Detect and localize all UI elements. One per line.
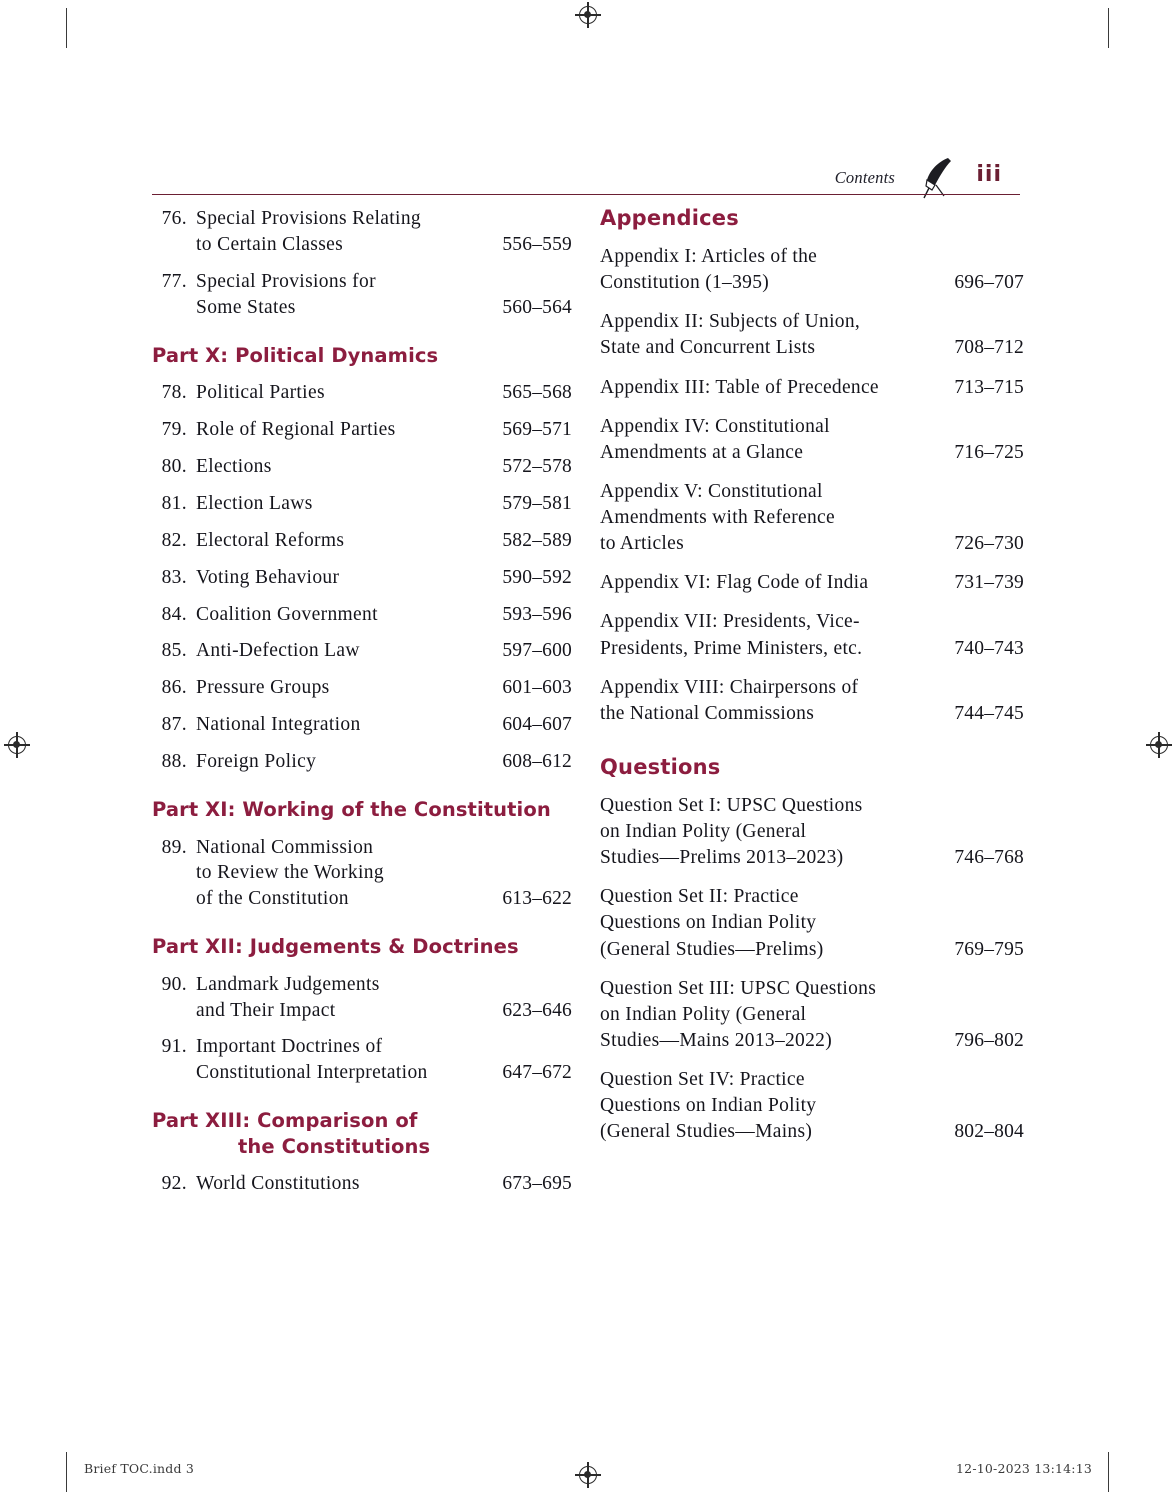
toc-entry[interactable] <box>152 835 572 913</box>
entry-pages: 590–592 <box>502 566 572 588</box>
entry-number: 91. <box>161 1036 187 1058</box>
part-heading-line: the Constitutions <box>238 1134 431 1158</box>
entry-title-line: Questions on Indian Polity <box>600 1095 817 1117</box>
page-number: iii <box>976 162 1002 187</box>
toc-right-column <box>600 206 1024 1158</box>
entry-title-line: Amendments with Reference <box>600 507 835 528</box>
toc-entry[interactable] <box>152 675 572 701</box>
entry-title-line: Question Set II: Practice <box>600 886 799 908</box>
entry-title-line: Appendix III: Table of Precedence <box>600 376 879 398</box>
entry-pages: 560–564 <box>502 296 572 318</box>
appendix-entry[interactable] <box>600 479 1024 557</box>
entry-number: 89. <box>161 836 187 858</box>
entry-title <box>600 479 954 557</box>
crop-mark-top-left <box>66 8 67 48</box>
entry-title-line: Appendix IV: Constitutional <box>600 415 830 437</box>
entry-pages: 796–802 <box>954 1029 1024 1051</box>
entry-title-line: Amendments at a Glance <box>600 441 804 463</box>
entry-pages: 716–725 <box>954 441 1024 463</box>
entry-title-line: Special Provisions Relating <box>196 208 422 229</box>
part-heading-xii: Part XII: Judgements & Doctrines <box>152 935 519 959</box>
toc-entry[interactable] <box>152 712 572 738</box>
footer-timestamp: 12-10-2023 13:14:13 <box>956 1461 1092 1476</box>
entry-title-line: Question Set I: UPSC Questions <box>600 794 863 816</box>
registration-mark-right <box>1146 732 1172 758</box>
entry-number: 83. <box>161 566 187 588</box>
entry-title-line: Presidents, Prime Ministers, etc. <box>600 637 863 659</box>
entry-title-line: Appendix I: Articles of the <box>600 246 818 267</box>
entry-number: 82. <box>161 529 187 551</box>
entry-number: 79. <box>161 418 187 440</box>
question-set-entry[interactable] <box>600 793 1024 871</box>
entry-pages: 593–596 <box>502 603 572 625</box>
entry-title <box>600 375 954 401</box>
entry-title <box>600 609 954 661</box>
entry-title-line: the National Commissions <box>600 702 815 724</box>
crop-mark-bottom-right <box>1108 1452 1109 1492</box>
entry-number: 86. <box>161 677 187 699</box>
registration-mark-top <box>575 2 601 28</box>
entry-title: Election Laws <box>196 492 313 514</box>
entry-title <box>600 244 954 296</box>
header-divider <box>152 194 1020 195</box>
entry-title <box>196 1034 502 1086</box>
toc-entry[interactable] <box>152 638 572 664</box>
entry-pages: 746–768 <box>954 847 1024 869</box>
appendix-entry[interactable] <box>600 570 1024 596</box>
toc-entry[interactable] <box>152 491 572 517</box>
toc-entry[interactable] <box>152 749 572 775</box>
page-header <box>152 160 1020 198</box>
entry-pages: 565–568 <box>502 382 572 404</box>
entry-pages: 744–745 <box>954 702 1024 724</box>
toc-entry[interactable] <box>152 602 572 628</box>
entry-title-line: National Commission <box>196 836 374 858</box>
entry-title-line: Appendix V: Constitutional <box>600 480 823 502</box>
appendix-entry[interactable] <box>600 609 1024 661</box>
entry-title: Elections <box>196 455 272 477</box>
entry-pages: 740–743 <box>954 637 1024 659</box>
entry-title-line: Appendix II: Subjects of Union, <box>600 311 861 333</box>
entry-title <box>600 414 954 466</box>
entry-title <box>600 309 954 361</box>
question-set-entry[interactable] <box>600 976 1024 1054</box>
entry-title-line: of the Constitution <box>196 888 349 910</box>
entry-number: 77. <box>161 270 187 292</box>
entry-number: 92. <box>161 1173 187 1194</box>
entry-title: Role of Regional Parties <box>196 418 396 440</box>
entry-title-line: to Certain Classes <box>196 233 344 255</box>
entry-title <box>600 1067 954 1145</box>
entry-title: World Constitutions <box>196 1173 360 1194</box>
entry-pages: 696–707 <box>954 272 1024 294</box>
entry-title-line: to Articles <box>600 533 684 555</box>
part-heading-line: Part XIII: Comparison of <box>152 1109 418 1133</box>
entry-pages: 597–600 <box>502 640 572 662</box>
entry-number: 87. <box>161 714 187 736</box>
entry-title <box>600 793 954 871</box>
question-set-entry[interactable] <box>600 1067 1024 1145</box>
entry-title-line: Appendix VI: Flag Code of India <box>600 572 869 594</box>
entry-number: 90. <box>161 973 187 995</box>
entry-pages: 647–672 <box>502 1062 572 1084</box>
entry-title-line: on Indian Polity (General <box>600 1003 807 1025</box>
entry-title <box>196 269 502 321</box>
toc-left-column <box>152 206 572 1208</box>
entry-title: Electoral Reforms <box>196 529 345 551</box>
toc-entry[interactable] <box>152 454 572 480</box>
entry-number: 78. <box>161 382 187 404</box>
entry-title-line: Question Set IV: Practice <box>600 1069 805 1090</box>
entry-pages: 579–581 <box>502 492 572 514</box>
entry-title <box>600 675 954 727</box>
entry-title: Pressure Groups <box>196 677 330 699</box>
entry-pages: 582–589 <box>502 529 572 551</box>
entry-pages: 769–795 <box>954 938 1024 960</box>
appendix-entry[interactable] <box>600 375 1024 401</box>
entry-number: 76. <box>161 208 187 229</box>
entry-title-line: (General Studies—Prelims) <box>600 938 824 960</box>
entry-pages: 726–730 <box>954 533 1024 555</box>
entry-title <box>600 976 954 1054</box>
toc-entry[interactable] <box>152 380 572 406</box>
entry-title-line: on Indian Polity (General <box>600 821 807 842</box>
toc-entry[interactable] <box>152 972 572 1024</box>
entry-pages: 623–646 <box>502 999 572 1021</box>
entry-title: Political Parties <box>196 382 325 404</box>
crop-mark-top-right <box>1108 8 1109 48</box>
entry-title: Coalition Government <box>196 603 378 625</box>
entry-title-line: Important Doctrines of <box>196 1036 383 1058</box>
entry-title <box>196 206 502 258</box>
registration-mark-bottom <box>575 1462 601 1488</box>
entry-title-line: Appendix VIII: Chairpersons of <box>600 676 859 698</box>
appendix-entry[interactable] <box>600 414 1024 466</box>
entry-pages: 613–622 <box>502 888 572 910</box>
toc-entry[interactable] <box>152 206 572 258</box>
entry-title-line: State and Concurrent Lists <box>600 337 816 359</box>
entry-title <box>600 570 954 596</box>
entry-number: 80. <box>161 455 187 477</box>
entry-title: Voting Behaviour <box>196 566 340 588</box>
appendix-entry[interactable] <box>600 675 1024 727</box>
entry-title <box>196 835 502 913</box>
footer-file-label: Brief TOC.indd 3 <box>84 1461 195 1476</box>
part-heading-x: Part X: Political Dynamics <box>152 343 439 367</box>
entry-title-line: Special Provisions for <box>196 270 376 292</box>
part-heading-xiii <box>152 1108 572 1159</box>
entry-pages: 556–559 <box>502 233 572 255</box>
entry-pages: 601–603 <box>502 677 572 699</box>
appendix-entry[interactable] <box>600 244 1024 296</box>
running-head: Contents <box>834 168 895 187</box>
entry-pages: 731–739 <box>954 572 1024 594</box>
entry-title <box>196 972 502 1024</box>
entry-title-line: Constitution (1–395) <box>600 272 770 294</box>
entry-pages: 604–607 <box>502 714 572 736</box>
entry-title <box>600 884 954 962</box>
entry-pages: 708–712 <box>954 337 1024 359</box>
entry-title-line: Appendix VII: Presidents, Vice- <box>600 611 860 633</box>
entry-pages: 673–695 <box>502 1173 572 1194</box>
entry-title-line: to Review the Working <box>196 862 384 884</box>
entry-title-line: Constitutional Interpretation <box>196 1062 428 1084</box>
entry-pages: 608–612 <box>502 751 572 773</box>
crop-mark-bottom-left <box>66 1452 67 1492</box>
entry-title-line: Questions on Indian Polity <box>600 912 817 934</box>
registration-mark-left <box>4 732 30 758</box>
toc-entry[interactable] <box>152 1171 572 1197</box>
entry-number: 81. <box>161 492 187 514</box>
entry-pages: 569–571 <box>502 418 572 440</box>
entry-pages: 713–715 <box>954 376 1024 398</box>
entry-title-line: (General Studies—Mains) <box>600 1121 813 1143</box>
toc-entry[interactable] <box>152 417 572 443</box>
entry-number: 84. <box>161 603 187 625</box>
entry-title-line: Some States <box>196 296 296 318</box>
question-set-entry[interactable] <box>600 884 1024 962</box>
toc-entry[interactable] <box>152 269 572 321</box>
entry-title: Anti-Defection Law <box>196 640 360 662</box>
appendix-entry[interactable] <box>600 309 1024 361</box>
entry-number: 88. <box>161 751 187 773</box>
entry-title-line: Landmark Judgements <box>196 973 380 995</box>
toc-entry[interactable] <box>152 1034 572 1086</box>
part-heading-xi: Part XI: Working of the Constitution <box>152 798 551 822</box>
toc-entry[interactable] <box>152 528 572 554</box>
entry-pages: 572–578 <box>502 455 572 477</box>
entry-title: National Integration <box>196 714 361 736</box>
entry-pages: 802–804 <box>954 1121 1024 1143</box>
appendices-heading: Appendices <box>600 206 739 230</box>
entry-title-line: and Their Impact <box>196 999 336 1021</box>
toc-entry[interactable] <box>152 565 572 591</box>
entry-title: Foreign Policy <box>196 751 317 773</box>
entry-title-line: Studies—Mains 2013–2022) <box>600 1029 832 1051</box>
entry-title-line: Question Set III: UPSC Questions <box>600 977 877 999</box>
entry-title-line: Studies—Prelims 2013–2023) <box>600 847 844 869</box>
questions-heading: Questions <box>600 754 721 779</box>
entry-number: 85. <box>161 640 187 662</box>
